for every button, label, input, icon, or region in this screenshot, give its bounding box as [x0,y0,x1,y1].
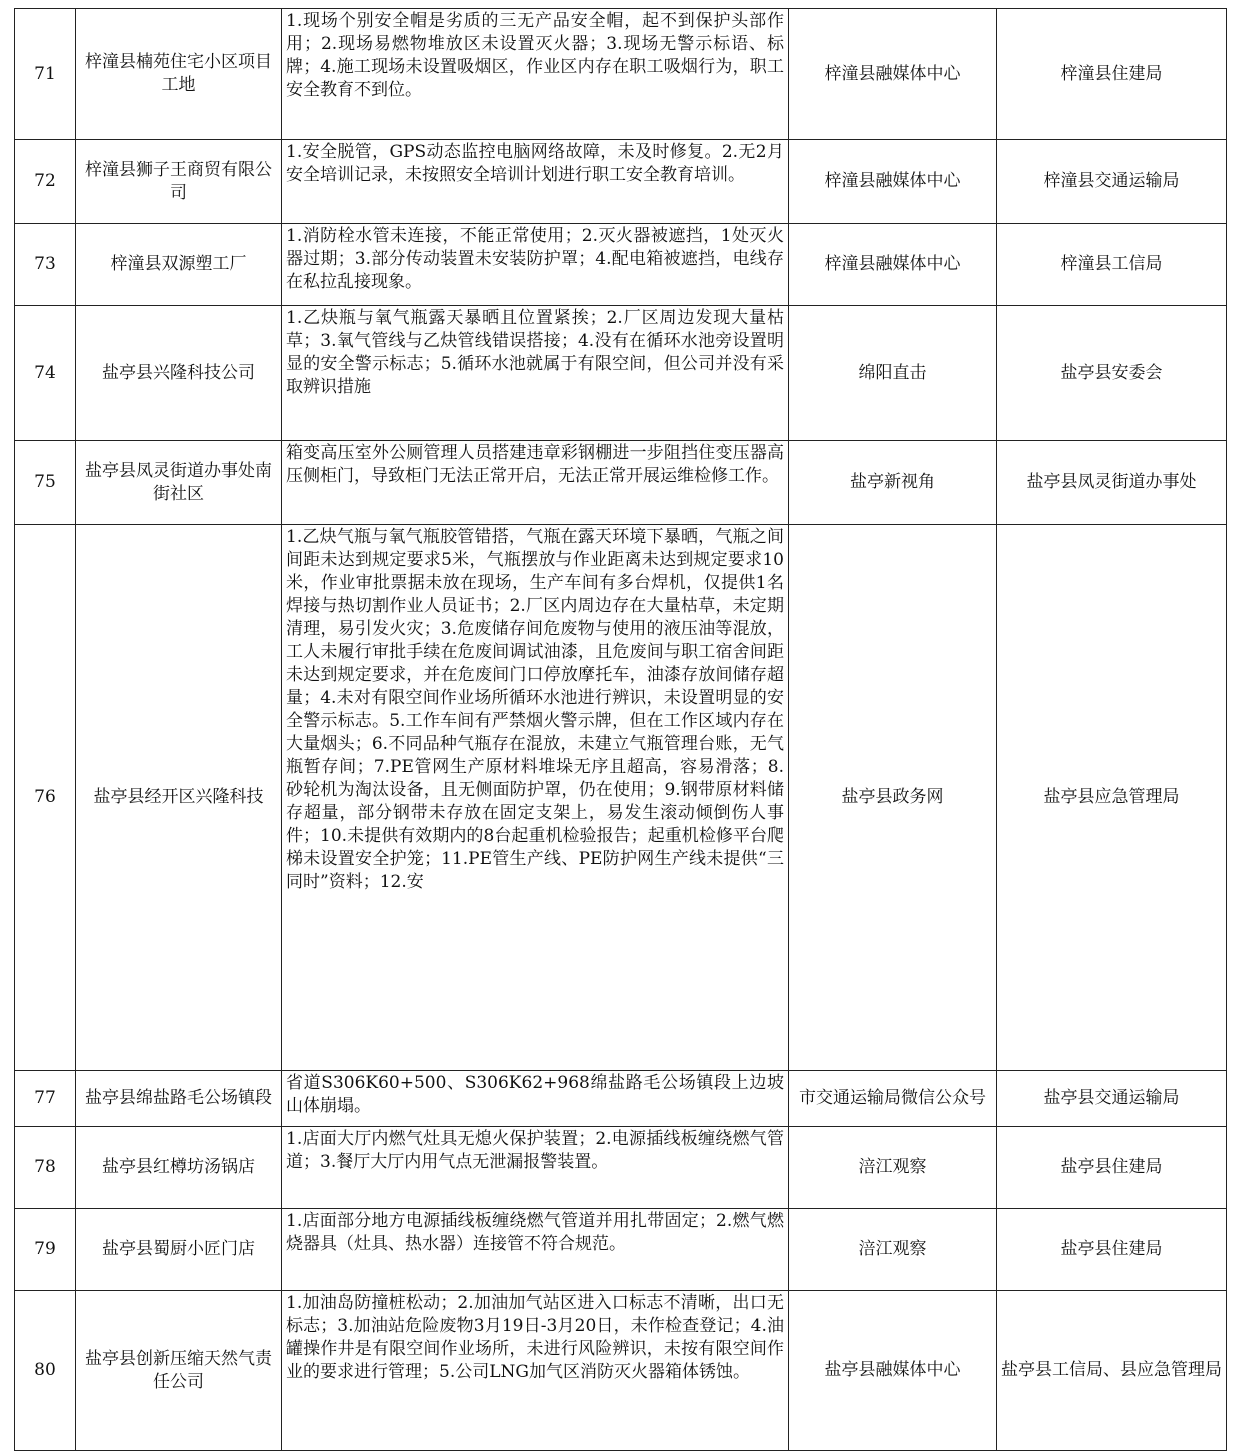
issue-description: 1.消防栓水管未连接，不能正常使用；2.灭火器被遮挡，1处灭火器过期；3.部分传动装置未安装防护罩；4.配电箱被遮挡，电线存在私拉乱接现象。 [282,224,789,306]
row-number: 73 [15,224,76,306]
unit-name: 盐亭县凤灵街道办事处南街社区 [76,441,282,525]
report-source: 盐亭县融媒体中心 [789,1291,997,1451]
table-row [15,306,1227,441]
unit-name: 盐亭县创新压缩天然气责任公司 [76,1291,282,1451]
table-row [15,1071,1227,1127]
report-source: 市交通运输局微信公众号 [789,1071,997,1127]
issue-description: 1.加油岛防撞桩松动；2.加油加气站区进入口标志不清晰，出口无标志；3.加油站危险废物3月19日-3月20日，未作检查登记；4.油罐操作井是有限空间作业场所，未进行风险辨识，未按有限空间作业的要求进行管理；5.公司LNG加气区消防灭火器箱体锈蚀。 [282,1291,789,1451]
row-number: 74 [15,306,76,441]
report-source: 盐亭县政务网 [789,525,997,1071]
row-number: 78 [15,1127,76,1209]
responsible-department: 梓潼县交通运输局 [997,140,1227,224]
issue-description [282,525,789,1071]
table-row [15,9,1227,140]
issue-text: 1.乙炔气瓶与氧气瓶胶管错搭，气瓶在露天环境下暴晒，气瓶之间间距未达到规定要求5米，气瓶摆放与作业距离未达到规定要求10米，作业审批票据未放在现场，生产车间有多台焊机，仅提供1名焊接与热切割作业人员证书；2.厂区内周边存在大量枯草，未定期清理，易引发火灾；3.危废储存间危废物与使用的液压油等混放，工人未履行审批手续在危废间调试油漆，且危废间与职工宿舍间距未达到规定要求，并在危废间门口停放摩托车，油漆存放间储存超量；4.未对有限空间作业场所循环水池进行辨识，未设置明显的安全警示标志。5.工作车间有严禁烟火警示牌，但在工作区域内存在大量烟头；6.不同品种气瓶存在混放，未建立气瓶管理台账，无气瓶暂存间；7.PE管网生产原材料堆垛无序且超高，容易滑落；8.砂轮机为淘汰设备，且无侧面防护罩，仍在使用；9.钢带原材料储存超量，部分钢带未存放在固定支架上，易发生滚动倾倒伤人事件；10.未提供有效期内的8台起重机检验报告；起重机检修平台爬梯未设置安全护笼；11.PE管生产线、PE防护网生产线未提供“三同时”资料；12.安 [286,527,784,892]
responsible-department: 盐亭县应急管理局 [997,525,1227,1071]
table-row [15,140,1227,224]
report-source: 盐亭新视角 [789,441,997,525]
responsible-department: 盐亭县凤灵街道办事处 [997,441,1227,525]
table-row [15,1291,1227,1451]
unit-name: 梓潼县双源塑工厂 [76,224,282,306]
unit-name: 盐亭县兴隆科技公司 [76,306,282,441]
issue-description: 1.店面大厅内燃气灶具无熄火保护装置；2.电源插线板缠绕燃气管道；3.餐厅大厅内用气点无泄漏报警装置。 [282,1127,789,1209]
report-source: 梓潼县融媒体中心 [789,9,997,140]
row-number: 76 [15,525,76,1071]
unit-name: 盐亭县绵盐路毛公场镇段 [76,1071,282,1127]
report-source: 梓潼县融媒体中心 [789,140,997,224]
responsible-department: 盐亭县工信局、县应急管理局 [997,1291,1227,1451]
table-row [15,224,1227,306]
hazard-table [14,8,1227,1451]
unit-name: 盐亭县经开区兴隆科技 [76,525,282,1071]
unit-name: 梓潼县楠苑住宅小区项目工地 [76,9,282,140]
row-number: 71 [15,9,76,140]
responsible-department: 盐亭县安委会 [997,306,1227,441]
responsible-department: 盐亭县住建局 [997,1209,1227,1291]
table-row [15,525,1227,1071]
table-row [15,441,1227,525]
table-row [15,1209,1227,1291]
table-row [15,1127,1227,1209]
issue-description: 1.安全脱管，GPS动态监控电脑网络故障，未及时修复。2.无2月安全培训记录，未按照安全培训计划进行职工安全教育培训。 [282,140,789,224]
report-source: 涪江观察 [789,1209,997,1291]
responsible-department: 梓潼县住建局 [997,9,1227,140]
issue-description: 1.店面部分地方电源插线板缠绕燃气管道并用扎带固定；2.燃气燃烧器具（灶具、热水器）连接管不符合规范。 [282,1209,789,1291]
row-number: 72 [15,140,76,224]
responsible-department: 盐亭县住建局 [997,1127,1227,1209]
row-number: 79 [15,1209,76,1291]
issue-description: 1.现场个别安全帽是劣质的三无产品安全帽，起不到保护头部作用；2.现场易燃物堆放区未设置灭火器；3.现场无警示标语、标牌；4.施工现场未设置吸烟区，作业区内存在职工吸烟行为，职工安全教育不到位。 [282,9,789,140]
report-source: 梓潼县融媒体中心 [789,224,997,306]
unit-name: 梓潼县狮子王商贸有限公司 [76,140,282,224]
report-source: 绵阳直击 [789,306,997,441]
row-number: 77 [15,1071,76,1127]
row-number: 80 [15,1291,76,1451]
unit-name: 盐亭县蜀厨小匠门店 [76,1209,282,1291]
issue-description: 1.乙炔瓶与氧气瓶露天暴晒且位置紧挨；2.厂区周边发现大量枯草；3.氧气管线与乙炔管线错误搭接；4.没有在循环水池旁设置明显的安全警示标志；5.循环水池就属于有限空间，但公司并没有采取辨识措施 [282,306,789,441]
row-number: 75 [15,441,76,525]
issue-description: 省道S306K60+500、S306K62+968绵盐路毛公场镇段上边坡山体崩塌。 [282,1071,789,1127]
issue-description: 箱变高压室外公厕管理人员搭建违章彩钢棚进一步阻挡住变压器高压侧柜门，导致柜门无法正常开启，无法正常开展运维检修工作。 [282,441,789,525]
responsible-department: 盐亭县交通运输局 [997,1071,1227,1127]
responsible-department: 梓潼县工信局 [997,224,1227,306]
report-source: 涪江观察 [789,1127,997,1209]
unit-name: 盐亭县红樽坊汤锅店 [76,1127,282,1209]
